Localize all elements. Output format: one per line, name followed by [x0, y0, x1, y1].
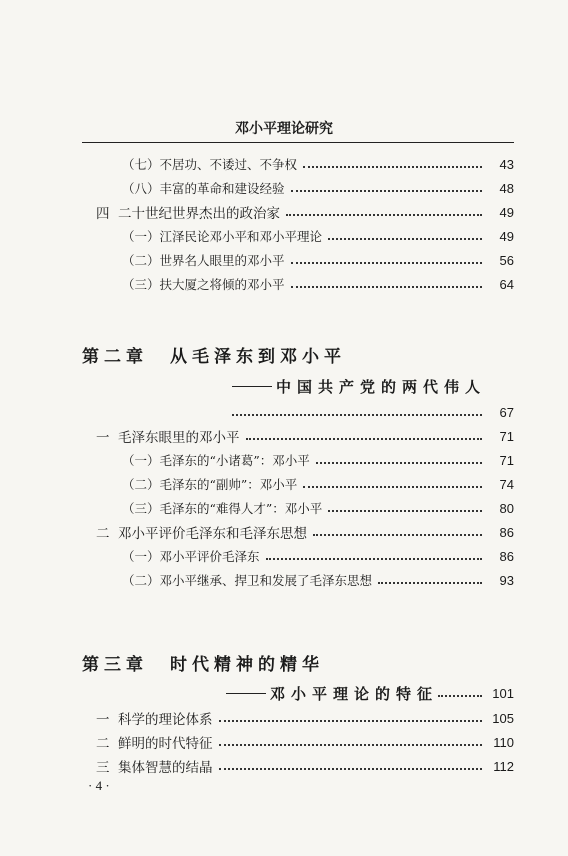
toc-entry-number: 一	[96, 712, 110, 728]
toc-entry-title: （一）江泽民论邓小平和邓小平理论	[122, 229, 323, 244]
toc-entry-page: 74	[499, 476, 514, 492]
chapter-label: 第二章	[82, 347, 148, 367]
toc-entry[interactable]	[122, 154, 514, 174]
toc-entry-page: 112	[493, 758, 514, 774]
dot-leader	[303, 486, 482, 488]
chapter-heading[interactable]	[82, 650, 324, 675]
toc-entry[interactable]	[122, 474, 514, 494]
toc-entry-title: （三）扶大厦之将倾的邓小平	[122, 277, 285, 292]
dot-leader	[313, 534, 482, 536]
chapter-page-row[interactable]	[226, 682, 514, 704]
toc-entry-page: 110	[493, 734, 514, 750]
toc-entry-number: 一	[96, 430, 110, 446]
dot-leader	[328, 510, 482, 512]
toc-entry-number: 二	[96, 526, 110, 542]
dot-leader	[219, 744, 483, 746]
toc-entry-title: （二）毛泽东的“副帅”：邓小平	[122, 477, 298, 492]
toc-entry-page: 71	[499, 452, 514, 468]
toc-entry-number: 三	[96, 760, 110, 776]
dot-leader	[232, 414, 482, 416]
toc-entry[interactable]	[96, 202, 514, 222]
toc-entry-page: 93	[499, 572, 514, 588]
chapter-page: 101	[492, 685, 514, 701]
dot-leader	[291, 262, 482, 264]
toc-entry-number: 二	[96, 736, 110, 752]
toc-entry[interactable]	[122, 178, 514, 198]
running-header: 邓小平理论研究	[235, 121, 333, 137]
toc-entry-title: 科学的理论体系	[118, 712, 213, 728]
toc-entry[interactable]	[122, 570, 514, 590]
em-dash	[232, 386, 272, 387]
toc-entry-title: 邓小平评价毛泽东和毛泽东思想	[118, 526, 307, 542]
dot-leader	[438, 695, 482, 697]
dot-leader	[303, 166, 482, 168]
toc-entry-title: （二）邓小平继承、捍卫和发展了毛泽东思想	[122, 573, 373, 588]
dot-leader	[378, 582, 482, 584]
toc-entry-title: 毛泽东眼里的邓小平	[118, 430, 240, 446]
toc-entry-page: 64	[499, 276, 514, 292]
toc-entry[interactable]	[122, 226, 514, 246]
toc-entry[interactable]	[96, 522, 514, 542]
dot-leader	[266, 558, 482, 560]
toc-entry[interactable]	[122, 450, 514, 470]
dot-leader	[219, 768, 483, 770]
toc-entry-page: 80	[499, 500, 514, 516]
toc-entry[interactable]	[122, 250, 514, 270]
toc-entry[interactable]	[96, 426, 514, 446]
toc-entry-title: （三）毛泽东的“难得人才”：邓小平	[122, 501, 323, 516]
toc-entry[interactable]	[96, 756, 514, 776]
chapter-heading[interactable]	[82, 342, 346, 367]
dot-leader	[291, 190, 482, 192]
toc-entry-title: （一）邓小平评价毛泽东	[122, 549, 260, 564]
toc-entry-page: 49	[499, 228, 514, 244]
toc-entry-title: 鲜明的时代特征	[118, 736, 213, 752]
toc-entry-page: 86	[499, 548, 514, 564]
dot-leader	[328, 238, 482, 240]
chapter-title: 时代精神的精华	[170, 655, 324, 675]
toc-entry[interactable]	[96, 732, 514, 752]
toc-entry-page: 56	[499, 252, 514, 268]
toc-entry-page: 71	[499, 428, 514, 444]
toc-entry-title: 集体智慧的结晶	[118, 760, 213, 776]
toc-entry-title: 二十世纪世界杰出的政治家	[118, 206, 280, 222]
toc-entry-number: 四	[96, 206, 110, 222]
toc-entry-page: 43	[499, 156, 514, 172]
toc-entry-title: （二）世界名人眼里的邓小平	[122, 253, 285, 268]
chapter-page: 67	[499, 404, 514, 420]
toc-entry[interactable]	[96, 708, 514, 728]
dot-leader	[219, 720, 483, 722]
page-number: · 4 ·	[88, 778, 110, 793]
chapter-subtitle: 邓小平理论的特征	[270, 684, 439, 703]
toc-entry[interactable]	[122, 546, 514, 566]
chapter-page-row[interactable]	[232, 402, 514, 422]
toc-entry[interactable]	[122, 274, 514, 294]
toc-entry-page: 49	[499, 204, 514, 220]
toc-entry-title: （一）毛泽东的“小诸葛”：邓小平	[122, 453, 310, 468]
toc-entry-title: （八）丰富的革命和建设经验	[122, 181, 285, 196]
toc-entry[interactable]	[122, 498, 514, 518]
em-dash	[226, 693, 266, 694]
toc-entry-title: （七）不居功、不诿过、不争权	[122, 157, 298, 172]
dot-leader	[316, 462, 482, 464]
toc-entry-page: 48	[499, 180, 514, 196]
dot-leader	[286, 214, 482, 216]
chapter-subtitle: 中国共产党的两代伟人	[232, 376, 486, 397]
dot-leader	[246, 438, 483, 440]
header-rule	[82, 142, 514, 143]
chapter-title: 从毛泽东到邓小平	[170, 347, 346, 367]
chapter-label: 第三章	[82, 655, 148, 675]
dot-leader	[291, 286, 482, 288]
toc-entry-page: 86	[499, 524, 514, 540]
toc-entry-page: 105	[492, 710, 514, 726]
